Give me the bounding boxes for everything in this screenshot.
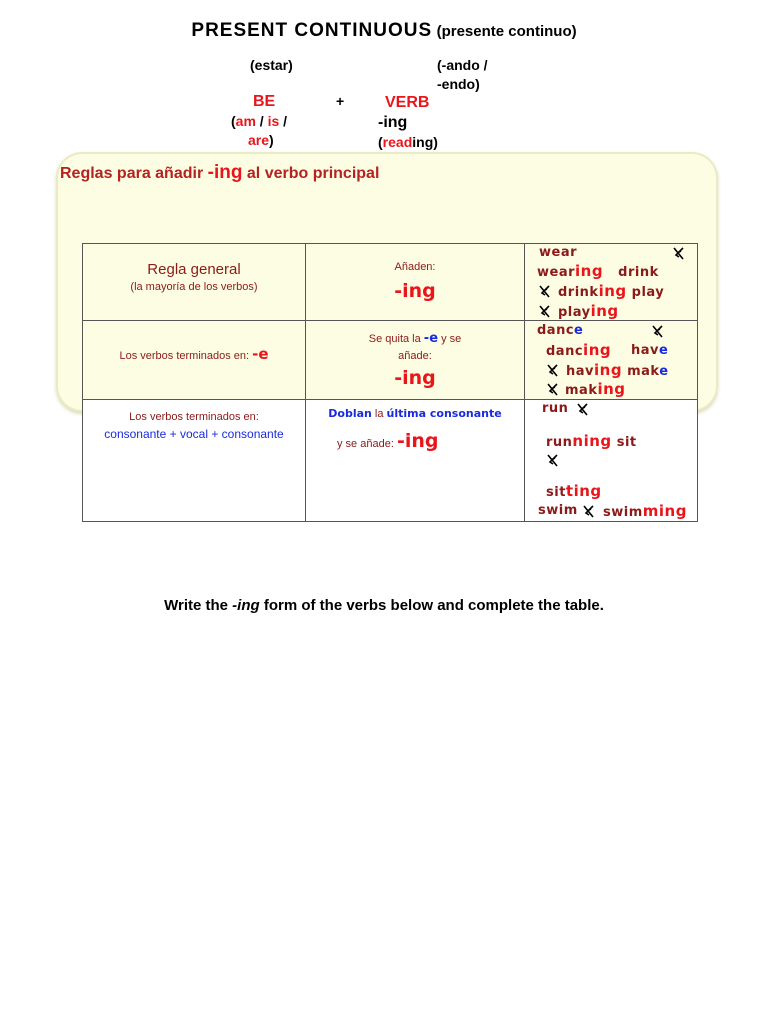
title-main: PRESENT CONTINUOUS [191, 20, 433, 41]
formula-ando-2: -endo) [437, 76, 480, 92]
rule-e-action-line2: añade: [398, 350, 432, 362]
table-row [83, 244, 698, 321]
rule-e-action-pre: Se quita la [368, 333, 424, 345]
reading-open: ( [378, 134, 383, 150]
panel-title [60, 162, 379, 184]
formula-plus: + [336, 93, 345, 109]
rule-general-cell [83, 244, 306, 321]
dancing-ing: ing [583, 341, 612, 359]
instruction-ing: -ing [232, 597, 260, 614]
formula-am-is-line [231, 113, 287, 129]
arrow-icon [652, 325, 664, 338]
example-dancing [546, 341, 611, 359]
sitting-base: sit [546, 485, 566, 500]
make-base: mak [627, 364, 660, 379]
rule-general-label: Añaden: [394, 261, 436, 273]
formula-ando-1: (-ando / [437, 57, 488, 73]
rule-e-suffix: -e [252, 345, 269, 363]
arrow-icon [673, 247, 685, 260]
panel-title-pre: Reglas para añadir [60, 165, 208, 182]
rule-cvc-line1: Los verbos terminados en: [129, 411, 259, 423]
slash-2: / [279, 113, 288, 129]
swimming-ing: ming [642, 502, 687, 520]
play-text: play [631, 285, 665, 300]
formula-are-line [248, 132, 274, 148]
are-close: ) [269, 132, 274, 148]
arrow-icon [547, 454, 559, 467]
arrow-icon [547, 364, 559, 377]
example-sitting [546, 482, 602, 500]
have-base: hav [631, 343, 660, 358]
rule-cvc-anade: y se añade: [337, 438, 397, 450]
rule-e-label: Los verbos terminados en: [119, 350, 253, 362]
running-base: run [546, 435, 573, 450]
panel-title-ing: -ing [207, 162, 243, 183]
example-dance [537, 323, 583, 338]
rule-general-sub: (la mayoría de los verbos) [130, 281, 258, 293]
rule-general-ing: -ing [394, 280, 436, 302]
rule-cvc-cell [83, 400, 306, 522]
formula-verb: VERB [385, 94, 430, 111]
playing-base: play [558, 305, 591, 320]
example-wearing [537, 262, 659, 280]
rule-cvc-action-cell [306, 400, 525, 522]
having-ing: ing [594, 361, 623, 379]
example-wear [539, 245, 577, 260]
rule-cvc-line2: consonante + vocal + consonante [104, 427, 284, 441]
drink-text: drink [618, 265, 659, 280]
wearing-base: wear [537, 265, 576, 280]
playing-ing: ing [590, 302, 619, 320]
wear-text: wear [539, 245, 578, 260]
running-ing: ning [572, 432, 612, 450]
example-have [631, 343, 668, 358]
dance-e: e [574, 323, 584, 338]
wearing-ing: ing [575, 262, 604, 280]
rule-general-title: Regla general [147, 261, 241, 278]
rules-table [82, 243, 698, 522]
instruction-pre: Write the [164, 597, 233, 614]
rule-cvc-ultima: última consonante [386, 407, 502, 420]
arrow-icon [583, 505, 595, 518]
table-row [83, 321, 698, 400]
rule-cvc-ing: -ing [396, 430, 439, 452]
instruction-post: form of the verbs below and complete the table. [259, 597, 604, 614]
sit-text: sit [616, 435, 637, 450]
rule-cvc-doblan: Doblan [328, 407, 372, 420]
example-swimming [603, 502, 687, 520]
rule-e-action-line1 [306, 331, 524, 346]
drinking-base: drink [558, 285, 599, 300]
dancing-base: danc [546, 344, 584, 359]
rule-e-cell [83, 321, 306, 400]
formula-am: am [235, 113, 256, 129]
rule-general-examples-cell [525, 244, 698, 321]
sitting-ing: ting [565, 482, 602, 500]
rule-cvc-examples-cell [525, 400, 698, 522]
formula-are: are [248, 132, 270, 148]
rule-e-action-post: y se [438, 333, 462, 345]
dance-base: danc [537, 323, 575, 338]
swimming-base: swim [603, 505, 643, 520]
rule-general-action-cell [306, 244, 525, 321]
arrow-icon [539, 285, 551, 298]
rule-e-examples-cell [525, 321, 698, 400]
formula-be: BE [253, 93, 276, 110]
example-having [566, 361, 669, 379]
example-drinking [558, 282, 664, 300]
swim-text: swim [538, 503, 578, 518]
making-base: mak [565, 383, 598, 398]
rule-cvc-la: la [371, 408, 387, 420]
example-swim [538, 503, 578, 518]
formula-is: is [267, 113, 280, 129]
example-running [546, 432, 637, 450]
formula-ing: -ing [378, 114, 408, 131]
example-making [565, 380, 626, 398]
arrow-icon [539, 305, 551, 318]
example-run: run [542, 401, 569, 416]
rule-e-text [83, 345, 305, 363]
rule-e-action-cell [306, 321, 525, 400]
rule-cvc-action-line1 [306, 407, 524, 420]
making-ing: ing [597, 380, 626, 398]
reading-ing: ing) [412, 134, 438, 150]
make-e: e [659, 364, 669, 379]
reading-read: read [382, 134, 413, 150]
arrow-icon [577, 403, 589, 416]
page-title [0, 20, 768, 42]
example-playing [558, 302, 619, 320]
have-e: e [659, 343, 669, 358]
table-row [83, 400, 698, 522]
instruction-text [0, 597, 768, 614]
title-sub: (presente continuo) [436, 23, 577, 40]
having-base: hav [566, 364, 595, 379]
panel-title-post: al verbo principal [242, 165, 380, 182]
rule-cvc-action-line2 [337, 430, 438, 452]
am-open: ( [231, 113, 236, 129]
formula-reading [378, 134, 438, 150]
slash-1: / [255, 113, 268, 129]
drinking-ing: ing [598, 282, 627, 300]
formula-estar: (estar) [250, 57, 293, 73]
arrow-icon [547, 383, 559, 396]
rule-e-action-e: -e [423, 331, 439, 346]
rule-e-ing: -ing [394, 367, 436, 389]
